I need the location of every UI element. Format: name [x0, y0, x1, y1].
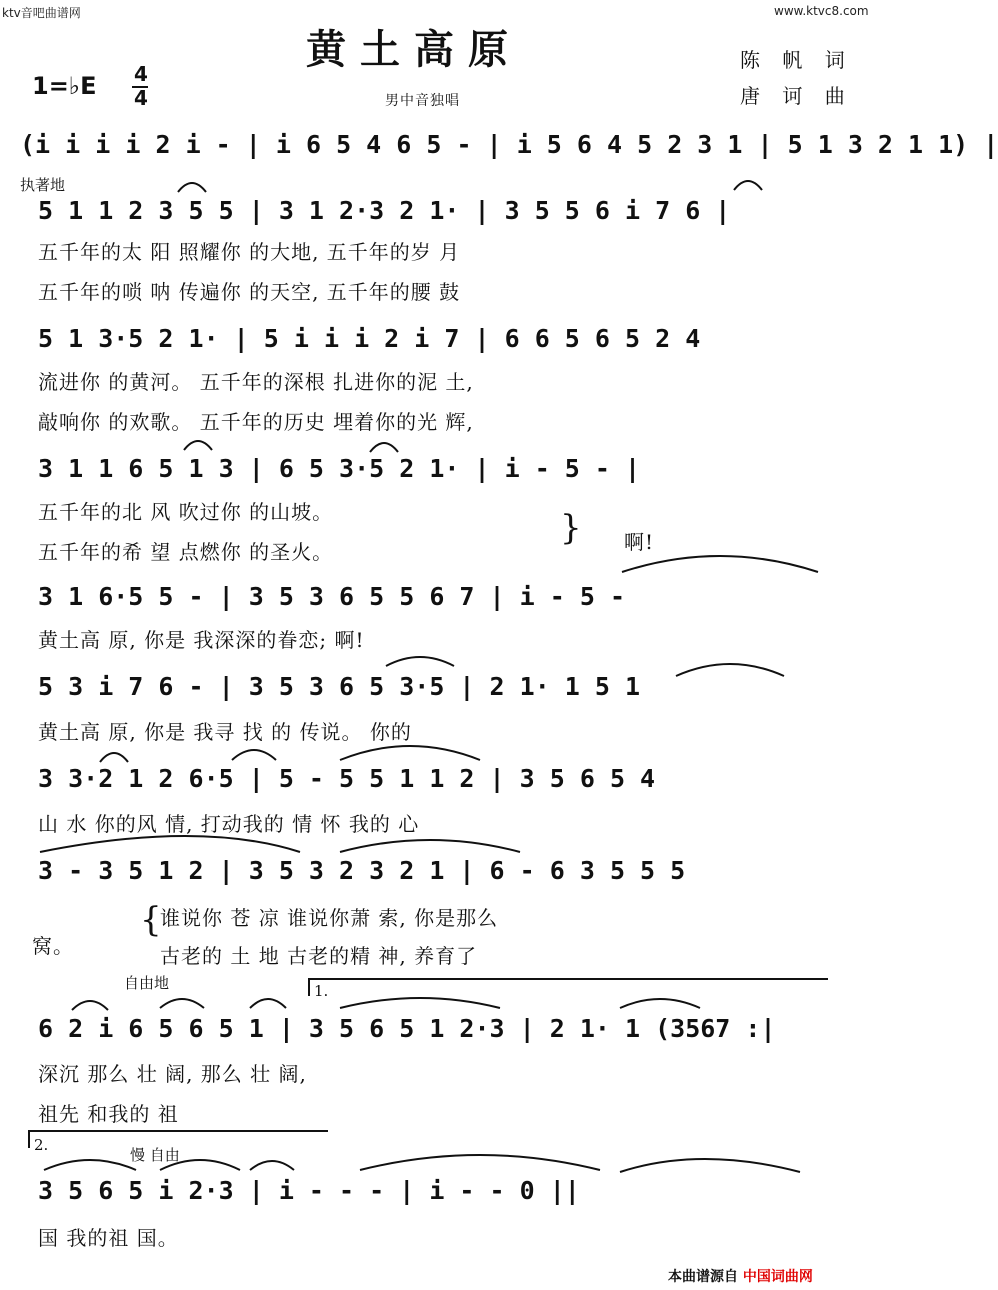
lyricist-credit: 陈 帆 词	[740, 48, 853, 72]
lyrics-row-9-verse-2: 祖先 和我的 祖	[38, 1102, 179, 1126]
lyrics-row-10: 国 我的祖 国。	[38, 1226, 179, 1250]
notation-row-8: 3 - 3 5 1 2 | 3 5 3 2 3 2 1 | 6 - 6 3 5 5 5	[38, 856, 686, 885]
footer-source	[668, 1266, 813, 1286]
lyrics-row-8-verse-2: 古老的 土 地 古老的精 神, 养育了	[160, 944, 478, 968]
lyrics-row-6: 黄土高 原, 你是 我寻 找 的 传说。 你的	[38, 720, 412, 744]
key-signature: 1=♭E	[32, 72, 97, 100]
volta-2-label: 2.	[34, 1136, 49, 1154]
tempo-mark-2: 自由地	[124, 974, 170, 992]
lyrics-row-2-verse-1: 五千年的太 阳 照耀你 的大地, 五千年的岁 月	[38, 240, 461, 264]
notation-row-2: 5 1 1 2 3 5 5 | 3 1 2·3 2 1· | 3 5 5 6 i 7 6 |	[38, 196, 731, 225]
tempo-mark-3: 慢 自由	[130, 1146, 180, 1164]
lyrics-row-3-verse-2: 敲响你 的欢歌。 五千年的历史 埋着你的光 辉,	[38, 410, 474, 434]
lyrics-row-7: 山 水 你的风 情, 打动我的 情 怀 我的 心	[38, 812, 420, 836]
notation-row-9: 6 2 i 6 5 6 5 1 | 3 5 6 5 1 2·3 | 2 1· 1 (3567 :|	[38, 1014, 776, 1043]
notation-row-10: 3 5 6 5 i 2·3 | i - - - | i - - 0 ||	[38, 1176, 580, 1205]
song-title: 黄土高原	[306, 26, 522, 73]
time-signature-top: 4	[134, 62, 148, 86]
lyrics-row-3-verse-1: 流进你 的黄河。 五千年的深根 扎进你的泥 土,	[38, 370, 474, 394]
verse-brace-left: {	[140, 900, 162, 940]
volta-1-label: 1.	[314, 982, 329, 1000]
subtitle: 男中音独唱	[385, 93, 460, 109]
notation-row-4: 3 1 1 6 5 1 3 | 6 5 3·5 2 1· | i - 5 - |	[38, 454, 641, 483]
lyrics-row-8-left: 窝。	[32, 934, 74, 958]
lyrics-row-5: 黄土高 原, 你是 我深深的眷恋; 啊!	[38, 628, 365, 652]
notation-row-7: 3 3·2 1 2 6·5 | 5 - 5 5 1 1 2 | 3 5 6 5 4	[38, 764, 656, 793]
notation-row-3: 5 1 3·5 2 1· | 5 i i i 2 i 7 | 6 6 5 6 5 2 4	[38, 324, 701, 353]
notation-row-5: 3 1 6·5 5 - | 3 5 3 6 5 5 6 7 | i - 5 -	[38, 582, 625, 611]
lyrics-row-4-verse-1: 五千年的北 风 吹过你 的山坡。	[38, 500, 334, 524]
lyrics-row-8-verse-1: 谁说你 苍 凉 谁说你萧 索, 你是那么	[160, 906, 499, 930]
time-signature-bottom: 4	[134, 86, 148, 110]
tempo-mark-1: 执著地	[20, 176, 66, 194]
notation-row-6: 5 3 i 7 6 - | 3 5 3 6 5 3·5 | 2 1· 1 5 1	[38, 672, 641, 701]
composer-credit: 唐 诃 曲	[740, 84, 853, 108]
footer-source-site: 中国词曲网	[742, 1269, 813, 1285]
watermark-left: ktv音吧曲谱网	[2, 6, 81, 20]
lyrics-row-2-verse-2: 五千年的唢 呐 传遍你 的天空, 五千年的腰 鼓	[38, 280, 461, 304]
watermark-right: www.ktvc8.com	[774, 4, 869, 18]
verse-brace: }	[560, 508, 582, 548]
notation-row-1: (i i i i 2 i - | i 6 5 4 6 5 - | i 5 6 4 5 2 3 1 | 5 1 3 2 1 1) |	[20, 130, 998, 159]
side-exclamation: 啊!	[624, 530, 655, 554]
footer-source-label: 本曲谱源自	[668, 1269, 738, 1285]
lyrics-row-4-verse-2: 五千年的希 望 点燃你 的圣火。	[38, 540, 334, 564]
lyrics-row-9-verse-1: 深沉 那么 壮 阔, 那么 壮 阔,	[38, 1062, 307, 1086]
